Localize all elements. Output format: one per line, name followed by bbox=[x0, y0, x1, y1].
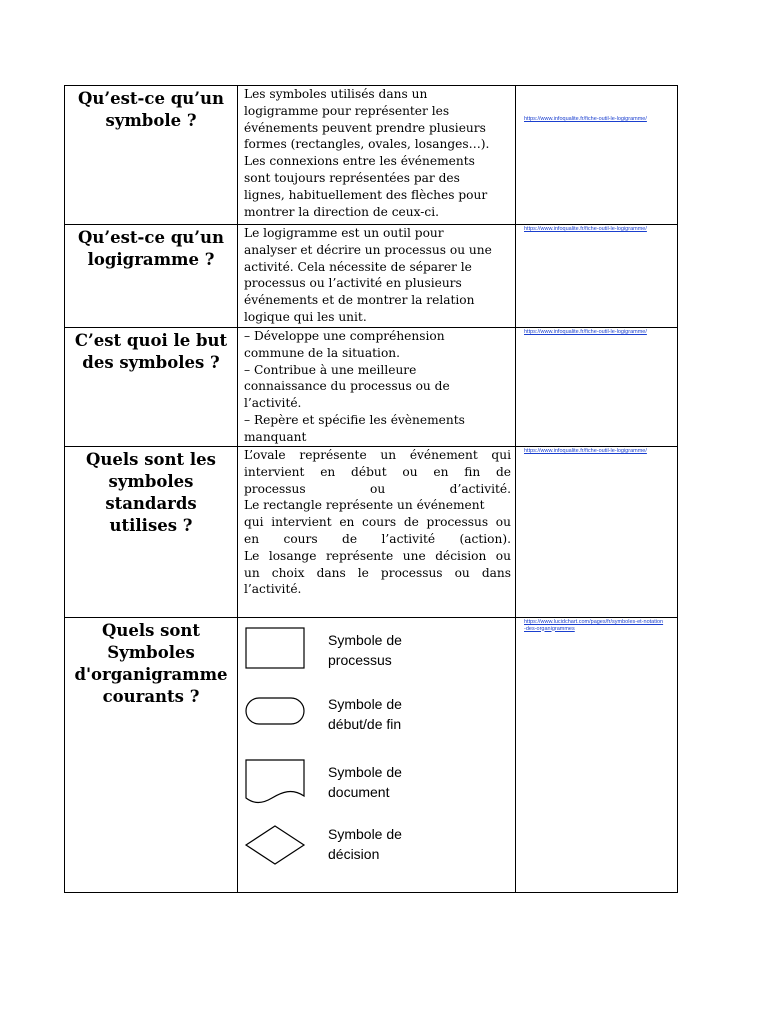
answer-line: en cours de l’activité (action). bbox=[244, 531, 511, 546]
table-row bbox=[65, 86, 678, 225]
answer-line: l’activité. bbox=[244, 582, 302, 597]
table-row bbox=[65, 447, 678, 618]
symbol-label: Symbole de document bbox=[328, 764, 402, 800]
symbols-cell bbox=[238, 618, 516, 893]
source-cell bbox=[516, 618, 678, 893]
answer-line: intervient en début ou en fin de bbox=[244, 464, 511, 479]
table-row bbox=[65, 225, 678, 328]
answer-text: Les symboles utilisés dans un logigramme pour représenter les événements peuvent prendre plusieurs formes (rectangles, ovales, losanges…). Les connexions entre les événements sont toujours représentées par des lignes, habituellement des flèches pour montrer la direction de ceux-ci. bbox=[244, 87, 490, 219]
question-cell bbox=[65, 86, 238, 225]
question-text: Qu’est-ce qu’un logigramme ? bbox=[78, 228, 224, 269]
qa-table bbox=[64, 85, 678, 893]
table-row bbox=[65, 618, 678, 893]
question-text: Qu’est-ce qu’un symbole ? bbox=[78, 89, 224, 130]
answer-line: qui intervient en cours de processus ou bbox=[244, 515, 511, 530]
source-link[interactable]: https://www.infoqualite.fr/fiche-outil-le-logigramme/ bbox=[524, 448, 647, 454]
source-link[interactable]: https://www.lucidchart.com/pages/fr/symboles-et-notation-des-organigrammes bbox=[524, 619, 664, 632]
source-cell bbox=[516, 447, 678, 618]
list-item bbox=[238, 626, 515, 692]
symbol-list bbox=[238, 618, 515, 890]
answer-text: – Développe une compréhension commune de la situation. – Contribue à une meilleure connaissance du processus ou de l’activité. – Repère et spécifie les évènements manquant bbox=[244, 329, 465, 444]
answer-line: L’ovale représente un événement qui bbox=[244, 448, 511, 462]
answer-cell bbox=[238, 86, 516, 225]
source-link[interactable]: https://www.infoqualite.fr/fiche-outil-le-logigramme/ bbox=[524, 226, 647, 232]
list-item bbox=[238, 758, 515, 824]
source-cell bbox=[516, 86, 678, 225]
answer-cell bbox=[238, 328, 516, 447]
answer-line: Le losange représente une décision ou bbox=[244, 548, 511, 563]
table-row bbox=[65, 328, 678, 447]
start-end-oval-icon bbox=[238, 692, 328, 732]
answer-cell bbox=[238, 225, 516, 328]
source-link[interactable]: https://www.infoqualite.fr/fiche-outil-le-logigramme/ bbox=[524, 329, 647, 335]
question-cell bbox=[65, 618, 238, 893]
answer-line: processus ou d’activité. bbox=[244, 481, 511, 496]
symbol-label: Symbole de décision bbox=[328, 826, 402, 862]
symbol-label: Symbole de processus bbox=[328, 632, 402, 668]
symbol-label: Symbole de début/de fin bbox=[328, 696, 402, 732]
answer-text bbox=[238, 447, 515, 598]
question-text: Quels sont les symboles standards utilises ? bbox=[86, 450, 216, 535]
process-rectangle-icon bbox=[238, 626, 328, 674]
list-item bbox=[238, 824, 515, 890]
question-cell bbox=[65, 328, 238, 447]
source-cell bbox=[516, 328, 678, 447]
list-item bbox=[238, 692, 515, 758]
question-cell bbox=[65, 225, 238, 328]
document-icon bbox=[238, 758, 328, 810]
question-text: Quels sont Symboles d'organigramme courants ? bbox=[74, 621, 228, 706]
answer-cell bbox=[238, 447, 516, 618]
answer-line: Le rectangle représente un événement bbox=[244, 498, 485, 513]
question-text: C’est quoi le but des symboles ? bbox=[74, 331, 228, 372]
answer-text: Le logigramme est un outil pour analyser et décrire un processus ou une activité. Cela nécessite de séparer le processus ou l’activité en plusieurs événements et de montrer la relation logique qui les unit. bbox=[244, 226, 492, 324]
source-link[interactable]: https://www.infoqualite.fr/fiche-outil-le-logigramme/ bbox=[524, 116, 647, 122]
answer-line: un choix dans le processus ou dans bbox=[244, 565, 511, 580]
decision-diamond-icon bbox=[238, 824, 328, 870]
question-cell bbox=[65, 447, 238, 618]
source-cell bbox=[516, 225, 678, 328]
